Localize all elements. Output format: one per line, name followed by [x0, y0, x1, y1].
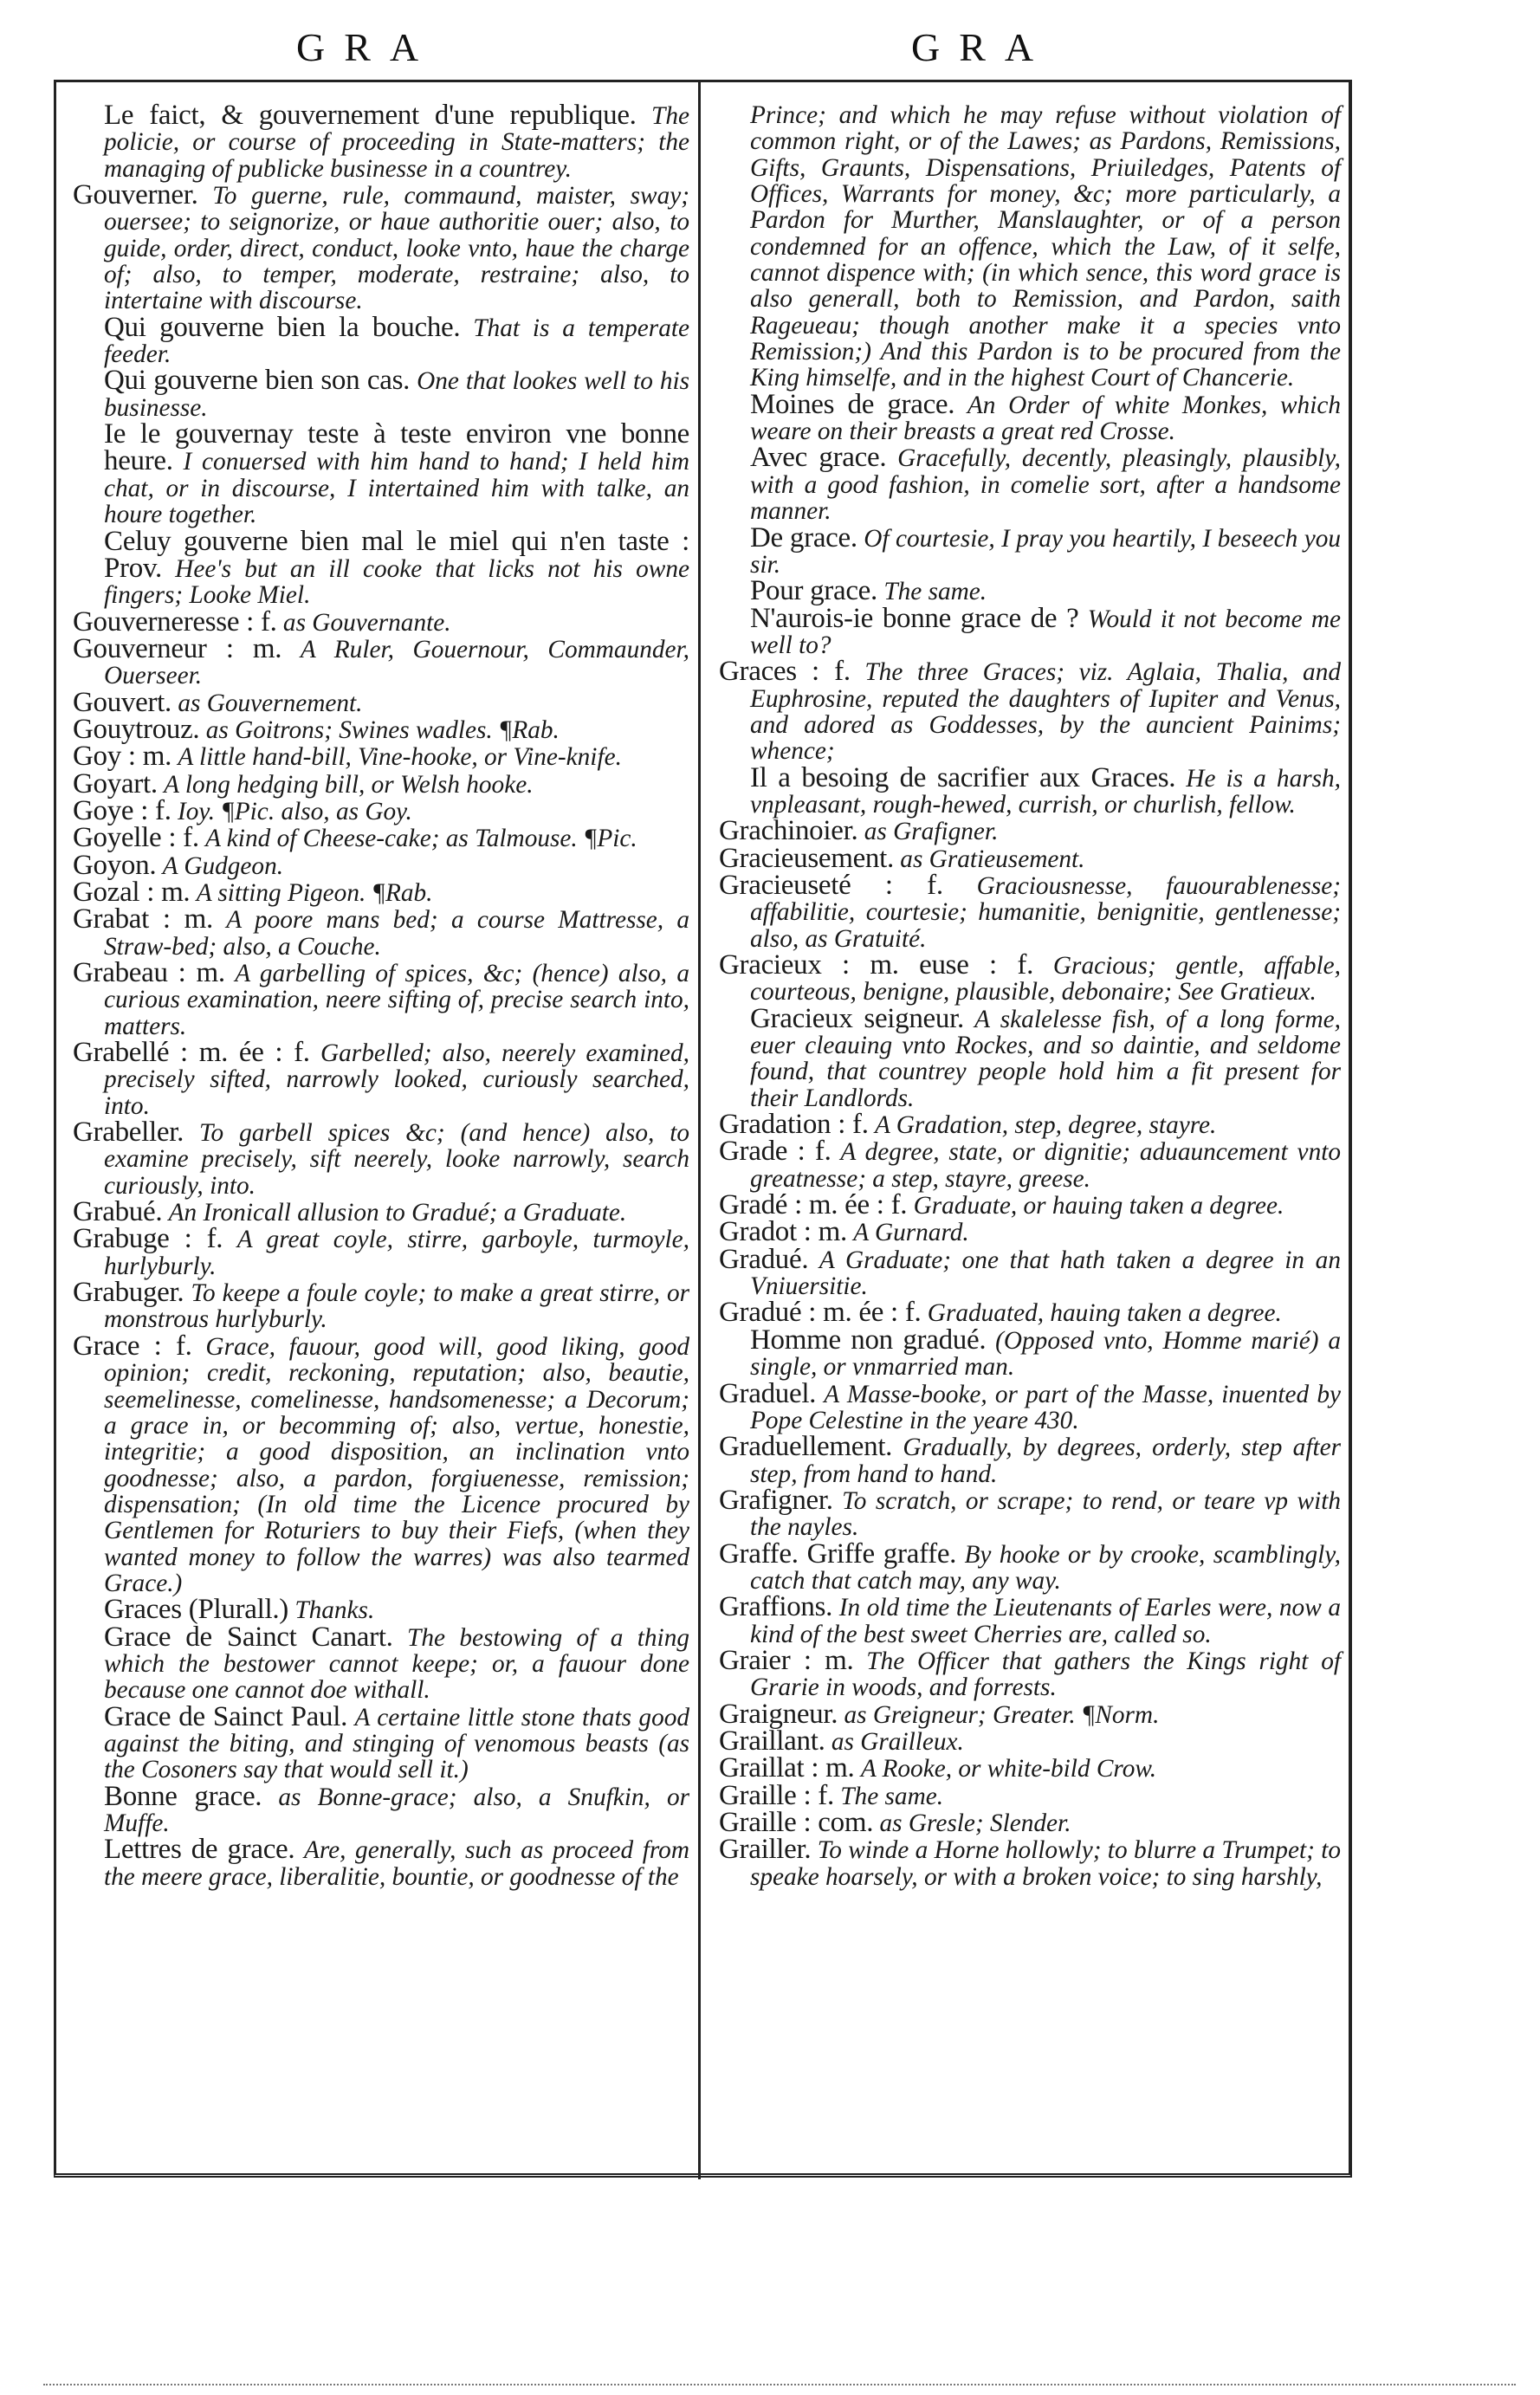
entry-headword: Grace de Sainct Canart. — [104, 1621, 393, 1653]
dictionary-entry — [73, 1330, 690, 1597]
entry-definition: The same. — [883, 578, 987, 606]
entry-headword: Grabeller. — [73, 1117, 184, 1149]
entry-headword: Gradué : m. ée : f. — [719, 1297, 922, 1329]
entry-headword: Gouverneur : m. — [73, 632, 282, 664]
entry-headword: Gracieusement. — [719, 842, 894, 874]
entry-headword: Goyart. — [73, 767, 158, 799]
entry-definition: A little hand-bill, Vine-hooke, or Vine-knife. — [178, 743, 622, 772]
entry-definition: An Order of white Monkes, which weare on their breasts a great red Crosse. — [750, 391, 1341, 446]
entry-definition: He is a harsh, vnpleasant, rough-hewed, currish, or churlish, fellow. — [750, 764, 1341, 819]
entry-definition: as Grafigner. — [864, 818, 999, 846]
entry-definition: An Ironicall allusion to Gradué; a Graduate. — [168, 1199, 627, 1227]
dictionary-entry — [719, 1109, 1341, 1141]
entry-definition: (Opposed vnto, Homme marié) a single, or vnmarried man. — [750, 1326, 1342, 1382]
dictionary-entry — [73, 1279, 689, 1333]
dictionary-entry — [73, 876, 689, 908]
entry-headword: Goyon. — [73, 849, 157, 881]
dictionary-entry — [719, 1431, 1342, 1488]
dictionary-entry — [719, 102, 1341, 392]
right-column — [719, 102, 1341, 1890]
entry-definition: as Greigneur; Greater. ¶Norm. — [844, 1700, 1160, 1729]
entry-headword: Gouverner. — [73, 179, 198, 211]
entry-headword: Graduel. — [719, 1377, 817, 1409]
entry-definition: A Gradation, step, degree, stayre. — [875, 1111, 1217, 1140]
entry-definition: Of courtesie, I pray you heartily, I beseech you sir. — [750, 524, 1341, 579]
entry-headword: Gouytrouz. — [73, 713, 200, 745]
entry-definition: Are, generally, such as proceed from the meere grace, liberalitie, bountie, or goodnesse of the — [104, 1836, 689, 1891]
dictionary-entry — [73, 741, 689, 773]
dictionary-entry — [719, 521, 1341, 579]
entry-definition: A poore mans bed; a course Mattresse, a Straw-bed; also, a Couche. — [104, 906, 690, 961]
entry-headword: Homme non gradué. — [750, 1324, 987, 1356]
dictionary-entry — [719, 1243, 1341, 1301]
entry-headword: Moines de grace. — [750, 388, 955, 420]
dictionary-entry — [73, 686, 689, 718]
entry-definition: In old time the Lieutenants of Earles were, now a kind of the best sweet Cherries are, called so. — [750, 1594, 1342, 1648]
entry-definition: The policie, or course of proceeding in State-matters; the managing of publicke businesse in a countrey. — [104, 102, 689, 183]
entry-definition: as Goitrons; Swines wadles. ¶Rab. — [205, 715, 560, 744]
entry-definition: The same. — [840, 1782, 944, 1810]
entry-headword: Qui gouverne bien son cas. — [104, 365, 411, 397]
entry-definition: A Rooke, or white-bild Crow. — [860, 1755, 1157, 1783]
dictionary-entry — [719, 1189, 1341, 1221]
entry-definition: as Gouvernement. — [178, 689, 363, 717]
dictionary-entry — [719, 1752, 1341, 1784]
entry-definition: Gracefully, decently, pleasingly, plausibly, with a good fashion, in comelie sort, after a handsome manner. — [750, 444, 1341, 526]
entry-definition: A great coyle, stirre, garboyle, turmoyle, hurlyburly. — [104, 1226, 689, 1280]
dictionary-entry — [73, 1836, 689, 1890]
entry-definition: Graduate, or hauing taken a degree. — [913, 1192, 1284, 1220]
entry-headword: Goyelle : f. — [73, 822, 199, 854]
entry-headword: N'aurois-ie bonne grace de ? — [750, 602, 1079, 634]
entry-definition: Would it not become me well to? — [750, 605, 1342, 659]
dictionary-entry — [719, 658, 1341, 764]
entry-headword: Lettres de grace. — [104, 1834, 295, 1866]
dictionary-entry — [719, 575, 1341, 607]
running-head-left: GRA — [296, 25, 438, 69]
entry-headword: Grabué. — [73, 1196, 163, 1228]
entry-definition: Garbelled; also, neerely examined, precisely sifted, narrowly looked, curiously searched, into. — [104, 1039, 690, 1120]
dictionary-entry — [719, 1809, 1341, 1836]
dictionary-entry — [719, 444, 1341, 524]
dictionary-entry — [719, 949, 1341, 1007]
footer-rule — [43, 2384, 1516, 2387]
dictionary-entry — [73, 822, 689, 854]
entry-definition: Thanks. — [294, 1596, 375, 1625]
entry-definition: as Grailleux. — [831, 1727, 964, 1756]
entry-headword: Graillant. — [719, 1725, 825, 1757]
entry-headword: Gradé : m. ée : f. — [719, 1189, 908, 1221]
entry-headword: Grailler. — [719, 1834, 812, 1866]
entry-definition: A sitting Pigeon. ¶Rab. — [196, 878, 433, 907]
dictionary-entry — [73, 1196, 689, 1228]
dictionary-entry — [73, 957, 690, 1040]
entry-headword: Grade : f. — [719, 1136, 831, 1168]
entry-definition: The bestowing of a thing which the bestower cannot keepe; or, a fauour done because one cannot doe withall. — [104, 1623, 689, 1705]
entry-definition: A certaine little stone thats good against the biting, and stinging of venomous beasts (as the Cosoners say that would sell it.) — [104, 1703, 690, 1784]
entry-headword: Gouverneresse : f. — [73, 605, 277, 638]
entry-definition: A Gudgeon. — [162, 851, 284, 880]
dictionary-entry — [719, 1537, 1341, 1595]
entry-headword: Gozal : m. — [73, 876, 191, 908]
dictionary-entry — [719, 1324, 1342, 1382]
dictionary-entry — [719, 1779, 1341, 1811]
dictionary-entry — [719, 1297, 1341, 1329]
entry-definition: A garbelling of spices, &c; (hence) also, a curious examination, neere sifting of, precise search into, matters. — [104, 960, 690, 1040]
entry-definition: To scratch, or scrape; to rend, or teare vp with the nayles. — [750, 1486, 1341, 1542]
entry-definition: A degree, state, or dignitie; aduauncement vnto greatnesse; a step, stayre, greese. — [750, 1138, 1342, 1193]
dictionary-entry — [73, 767, 689, 799]
dictionary-entry — [719, 1698, 1341, 1730]
dictionary-entry — [73, 1594, 689, 1626]
entry-definition: Gradually, by degrees, orderly, step after step, from hand to hand. — [750, 1434, 1342, 1488]
entry-headword: Goye : f. — [73, 794, 171, 826]
entry-headword: Graces (Plurall.) — [104, 1594, 288, 1626]
dictionary-entry — [719, 815, 1341, 847]
entry-definition: The three Graces; viz. Aglaia, Thalia, and Euphrosine, reputed the daughters of Iupiter and Venus, and adored as Goddesses, by the auncient Painims; whence; — [750, 658, 1341, 766]
entry-headword: Pour grace. — [750, 575, 877, 607]
entry-definition: To keepe a foule coyle; to make a great stirre, or monstrous hurlyburly. — [104, 1279, 690, 1334]
entry-definition: A Graduate; one that hath taken a degree in an Vniuersitie. — [750, 1246, 1341, 1301]
dictionary-entry — [719, 869, 1341, 953]
dictionary-entry — [719, 1644, 1342, 1702]
entry-headword: Graille : com. — [719, 1807, 874, 1838]
column-divider — [698, 80, 701, 2179]
entry-definition: as Bonne-grace; also, a Snufkin, or Muffe. — [104, 1783, 689, 1837]
entry-definition: To garbell spices &c; (and hence) also, to examine precisely, sift neerely, looke narrowly, search curiously, into. — [104, 1119, 689, 1200]
dictionary-entry — [719, 388, 1341, 446]
entry-headword: Qui gouverne bien la bouche. — [104, 311, 461, 343]
entry-headword: Grabat : m. — [73, 903, 213, 935]
entry-headword: Goy : m. — [73, 741, 172, 773]
dictionary-entry — [719, 1138, 1341, 1192]
dictionary-entry — [719, 1216, 1341, 1248]
entry-definition: A kind of Cheese-cake; as Talmouse. ¶Pic. — [205, 825, 637, 853]
dictionary-entry — [73, 1223, 689, 1280]
entry-definition: The Officer that gathers the Kings right of Grarie in woods, and forrests. — [750, 1647, 1342, 1702]
dictionary-entry — [719, 842, 1341, 874]
dictionary-entry — [73, 179, 689, 315]
entry-definition: A long hedging bill, or Welsh hooke. — [164, 770, 534, 799]
dictionary-entry — [73, 367, 689, 421]
running-head-right: GRA — [911, 25, 1053, 69]
dictionary-entry — [73, 525, 689, 610]
entry-headword: Graffions. — [719, 1591, 833, 1623]
entry-headword: Il a besoing de sacrifier aux Graces. — [750, 761, 1176, 793]
entry-headword: Avec grace. — [750, 442, 887, 474]
entry-definition: A skalelesse fish, of a long forme, euer cleauing vnto Rockes, and so daintie, and seldome found, that countrey people hold him a fit present for their Landlords. — [750, 1005, 1341, 1112]
dictionary-entry — [73, 605, 689, 638]
entry-headword: Graduellement. — [719, 1431, 893, 1463]
dictionary-entry — [719, 761, 1341, 819]
dictionary-entry — [719, 1836, 1341, 1890]
entry-definition: Grace, fauour, good will, good liking, good opinion; credit, reckoning, reputation; also, beautie, seemelinesse, comelinesse, handsomenesse; a Decorum; a grace in, or becomming of; also, vertue, honestie, integritie; a good disposition, an inclination vnto goodnesse; also, a pardon, forgiuenesse, remission; dispensation; (In old time the Licence procured by Gentlemen for Roturiers to buy their Fiefs, (when they wanted money to follow the warres) was also tearmed Grace.) — [104, 1332, 690, 1597]
entry-definition: I conuersed with him hand to hand; I held him chat, or in discourse, I intertained him with talke, an houre together. — [104, 448, 689, 529]
dictionary-entry — [73, 102, 689, 182]
dictionary-entry — [719, 602, 1342, 659]
dictionary-entry — [73, 849, 689, 881]
entry-headword: Grachinoier. — [719, 815, 858, 847]
entry-headword: Grafigner. — [719, 1484, 833, 1516]
entry-headword: Gracieux : m. euse : f. — [719, 949, 1034, 981]
entry-headword: Graier : m. — [719, 1644, 854, 1676]
entry-headword: Gradué. — [719, 1243, 809, 1275]
entry-definition: By hooke or by crooke, scamblingly, catch that catch may, any way. — [750, 1540, 1341, 1595]
dictionary-entry — [73, 794, 689, 826]
dictionary-entry — [719, 1002, 1341, 1112]
entry-headword: Bonne grace. — [104, 1780, 262, 1812]
entry-headword: Graille : f. — [719, 1779, 834, 1811]
entry-definition: as Gratieusement. — [900, 845, 1085, 873]
dictionary-entry — [719, 1484, 1341, 1542]
entry-headword: Grace de Sainct Paul. — [104, 1700, 348, 1732]
entry-definition: A Masse-booke, or part of the Masse, inuented by Pope Celestine in the yeare 430. — [750, 1380, 1341, 1434]
entry-definition: Hee's but an ill cooke that licks not his owne fingers; Looke Miel. — [104, 554, 689, 610]
entry-headword: Celuy gouverne bien mal le miel qui n'en taste : Prov. — [104, 525, 689, 584]
entry-headword: Ie le gouvernay teste à teste environ vne bonne heure. — [104, 418, 689, 477]
dictionary-entry — [73, 632, 689, 690]
entry-definition: as Gresle; Slender. — [879, 1809, 1071, 1837]
entry-headword: Grabuge : f. — [73, 1223, 223, 1255]
entry-headword: Graffe. Griffe graffe. — [719, 1537, 957, 1570]
dictionary-entry — [73, 1621, 689, 1705]
entry-headword: Gradot : m. — [719, 1216, 847, 1248]
entry-headword: Grabeau : m. — [73, 957, 225, 988]
entry-headword: De grace. — [750, 521, 857, 553]
left-column — [73, 102, 689, 1890]
entry-headword: Graigneur. — [719, 1698, 838, 1730]
entry-headword: Gracieuseté : f. — [719, 869, 943, 901]
entry-headword: Grabellé : m. ée : f. — [73, 1037, 310, 1069]
entry-headword: Gouvert. — [73, 686, 171, 718]
entry-headword: Le faict, & gouvernement d'une republique. — [104, 100, 637, 131]
entry-headword: Gradation : f. — [719, 1109, 869, 1141]
entry-definition: To winde a Horne hollowly; to blurre a Trumpet; to speake hoarsely, or with a broken voice; to sing harshly, — [750, 1836, 1341, 1891]
dictionary-entry — [73, 1700, 690, 1784]
entry-definition: Graciousnesse, fauourablenesse; affabilitie, courtesie; humanitie, benignitie, gentlenesse; also, as Gratuité. — [750, 871, 1341, 953]
dictionary-entry — [73, 1119, 689, 1199]
dictionary-entry — [73, 903, 690, 961]
dictionary-entry — [73, 1039, 689, 1119]
entry-definition: Graduated, hauing taken a degree. — [927, 1299, 1282, 1328]
entry-headword: Grabuger. — [73, 1277, 184, 1309]
entry-headword: Gracieux seigneur. — [750, 1002, 964, 1034]
entry-definition: A Ruler, Gouernour, Commaunder, Ouerseer. — [104, 635, 689, 690]
dictionary-entry — [73, 418, 689, 529]
dictionary-entry — [73, 713, 689, 745]
dictionary-entry — [719, 1591, 1342, 1648]
dictionary-entry — [73, 311, 689, 369]
entry-headword: Graces : f. — [719, 656, 851, 688]
entry-headword: Graillat : m. — [719, 1752, 855, 1784]
entry-definition: One that lookes well to his businesse. — [104, 367, 690, 422]
entry-definition: That is a temperate feeder. — [104, 314, 689, 369]
dictionary-entry — [719, 1377, 1341, 1434]
entry-definition: as Gouvernante. — [282, 608, 451, 637]
entry-definition: To guerne, rule, commaund, maister, sway; ouersee; to seignorize, or haue authoritie ouer; also, to guide, order, direct, conduct, looke vnto, haue the charge of; also, to temper, moderate, restraine; also, to intertaine with discourse. — [104, 182, 689, 315]
entry-definition: Prince; and which he may refuse without violation of common right, or of the Lawes; as Pardons, Remissions, Gifts, Graunts, Dispensations, Priuiledges, Patents of Offices, Warrants for money, &c; more particularly, a Pardon for Murther, Manslaughter, or of a person condemned for an offence, which the Law, of it selfe, cannot dispence with; (in which sence, this word grace is also generall, both to Remission, and Pardon, saith Rageueau; though another make it a species vnto Remission;) And this Pardon is to be procured from the King himselfe, and in the highest Court of Chancerie. — [750, 101, 1341, 392]
entry-headword: Grace : f. — [73, 1330, 192, 1362]
dictionary-entry — [719, 1725, 1341, 1757]
dictionary-entry — [73, 1780, 689, 1837]
entry-definition: Gracious; gentle, affable, courteous, benigne, plausible, debonaire; See Gratieux. — [750, 952, 1341, 1007]
entry-definition: A Gurnard. — [853, 1219, 969, 1247]
entry-definition: Ioy. ¶Pic. also, as Goy. — [178, 797, 412, 825]
